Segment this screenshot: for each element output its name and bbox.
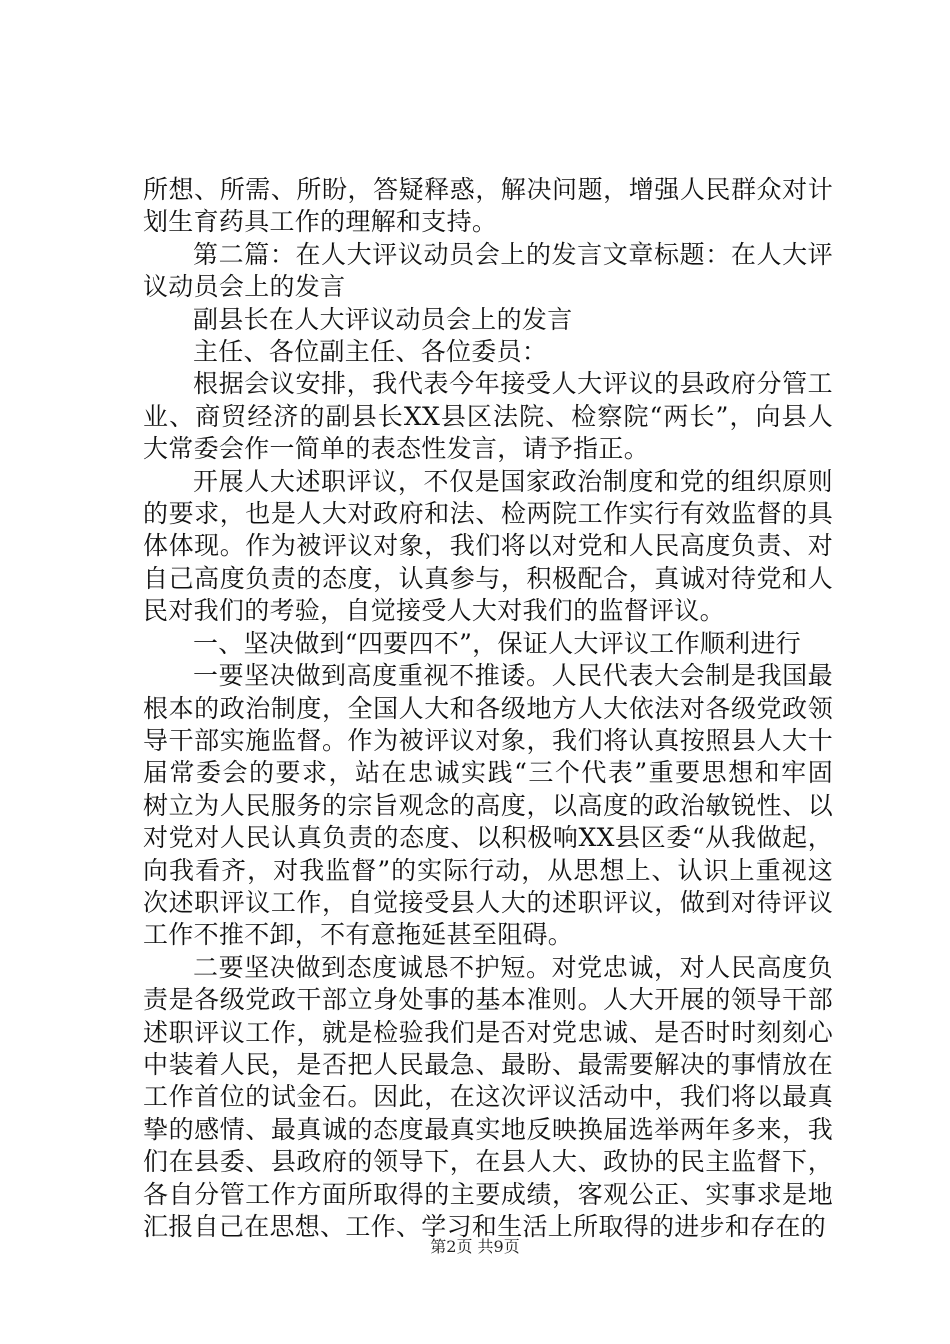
text-line: 次述职评议工作，自觉接受县人大的述职评议，做到对待评议 <box>143 887 833 917</box>
text-line: 挚的感情、最真诚的态度最真实地反映换届选举两年多来，我 <box>143 1114 833 1144</box>
text-line: 自己高度负责的态度，认真参与，积极配合，真诚对待党和人 <box>143 563 833 593</box>
paragraph <box>143 174 833 239</box>
text-line: 根据会议安排，我代表今年接受人大评议的县政府分管工 <box>193 369 833 399</box>
text-line: 业、商贸经济的副县长XX县区法院、检察院“两长”，向县人 <box>143 401 833 431</box>
paragraph <box>143 628 833 660</box>
text-line: 们在县委、县政府的领导下，在县人大、政协的民主监督下， <box>143 1147 833 1177</box>
text-line: 划生育药具工作的理解和支持。 <box>143 207 498 237</box>
text-line: 所想、所需、所盼，答疑释惑，解决问题，增强人民群众对计 <box>143 175 833 204</box>
text-line: 对党对人民认真负责的态度、以积极响XX县区委“从我做起， <box>143 823 833 853</box>
text-line: 一、坚决做到“四要四不”，保证人大评议工作顺利进行 <box>193 628 802 658</box>
text-line: 体体现。作为被评议对象，我们将以对党和人民高度负责、对 <box>143 531 833 561</box>
text-line: 届常委会的要求，站在忠诚实践“三个代表”重要思想和牢固 <box>143 758 833 788</box>
text-line: 议动员会上的发言 <box>143 272 346 302</box>
text-line: 树立为人民服务的宗旨观念的高度，以高度的政治敏锐性、以 <box>143 790 833 820</box>
text-line: 一要坚决做到高度重视不推诿。人民代表大会制是我国最 <box>193 661 833 691</box>
paragraph <box>143 660 833 952</box>
text-line: 导干部实施监督。作为被评议对象，我们将认真按照县人大十 <box>143 725 833 755</box>
text-line: 汇报自己在思想、工作、学习和生活上所取得的进步和存在的 <box>143 1212 827 1241</box>
text-line: 述职评议工作，就是检验我们是否对党忠诚、是否时时刻刻心 <box>143 1017 833 1047</box>
page-number-footer: 第2页 共9页 <box>430 1237 520 1256</box>
paragraph <box>143 368 833 465</box>
document-body <box>143 174 833 1243</box>
paragraph <box>143 304 833 336</box>
text-line: 民对我们的考验，自觉接受人大对我们的监督评议。 <box>143 596 725 626</box>
text-line: 责是各级党政干部立身处事的基本准则。人大开展的领导干部 <box>143 985 833 1015</box>
text-line: 的要求，也是人大对政府和法、检两院工作实行有效监督的具 <box>143 499 833 529</box>
text-line: 二要坚决做到态度诚恳不护短。对党忠诚，对人民高度负 <box>193 952 833 982</box>
paragraph <box>143 239 833 304</box>
text-line: 工作不推不卸，不有意拖延甚至阻碍。 <box>143 920 574 950</box>
text-line: 副县长在人大评议动员会上的发言 <box>193 304 573 334</box>
text-line: 工作首位的试金石。因此，在这次评议活动中，我们将以最真 <box>143 1082 833 1112</box>
text-line: 主任、各位副主任、各位委员： <box>193 337 548 367</box>
text-line: 各自分管工作方面所取得的主要成绩，客观公正、实事求是地 <box>143 1179 833 1209</box>
text-line: 大常委会作一简单的表态性发言，请予指正。 <box>143 434 650 464</box>
paragraph <box>143 466 833 628</box>
text-line: 中装着人民，是否把人民最急、最盼、最需要解决的事情放在 <box>143 1049 833 1079</box>
text-line: 向我看齐，对我监督”的实际行动，从思想上、认识上重视这 <box>143 855 833 885</box>
text-line: 第二篇：在人大评议动员会上的发言文章标题：在人大评 <box>193 239 833 269</box>
paragraph <box>143 952 833 1244</box>
text-line: 开展人大述职评议，不仅是国家政治制度和党的组织原则 <box>193 466 833 496</box>
text-line: 根本的政治制度，全国人大和各级地方人大依法对各级党政领 <box>143 693 833 723</box>
paragraph <box>143 336 833 368</box>
